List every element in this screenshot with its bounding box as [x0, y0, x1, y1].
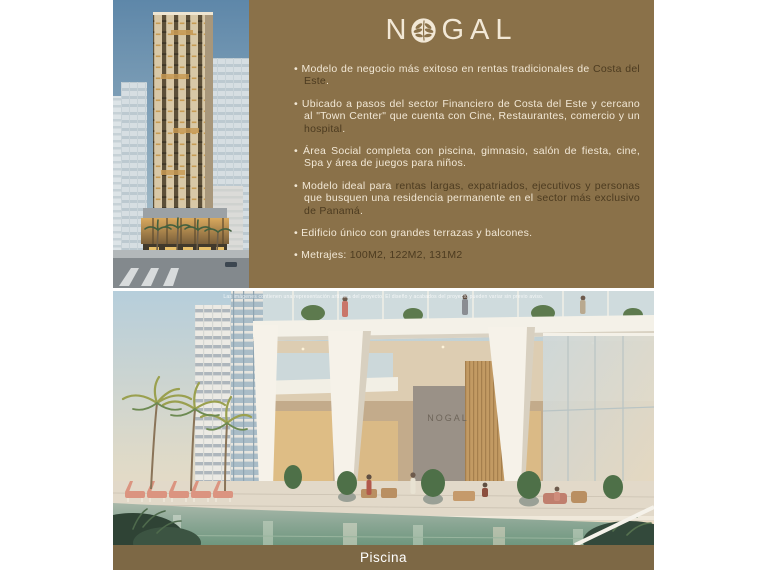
- bullet-text-accent: 100M2, 122M2, 131M2: [349, 249, 463, 262]
- tower-balcony-accent-3: [173, 128, 199, 133]
- bullet-marker: •: [294, 179, 302, 192]
- bullet-marker: •: [294, 227, 302, 240]
- podium-top-band: [143, 208, 227, 218]
- bullet-item: [294, 145, 640, 170]
- mid-balcony-glass: [263, 353, 393, 381]
- bullet-text: .: [342, 122, 346, 135]
- bullet-text: Edificio único con grandes terrazas y balcones.: [301, 227, 533, 240]
- bullet-text: Modelo de negocio más exitoso en rentas tradicionales de: [301, 63, 593, 75]
- tower-balcony-accent-4: [161, 170, 185, 175]
- bullet-text: Metrajes:: [301, 249, 350, 262]
- bullet-item: [294, 249, 640, 262]
- nogal-logo: [249, 13, 654, 47]
- tower-balcony-accent-2: [161, 74, 189, 79]
- bullet-text: Modelo ideal para: [302, 179, 396, 192]
- photo-caption-bar: [113, 545, 654, 570]
- bullet-text-accent: rentas largas, expatriados, ejecutivos y personas: [395, 179, 641, 192]
- tower-balcony-accent-1: [171, 30, 193, 35]
- bullet-marker: •: [294, 145, 303, 158]
- glass-pavilion-frame: [543, 333, 654, 336]
- bullet-list: [249, 63, 654, 262]
- bullet-text: que busquen una residencia permanente en el: [304, 192, 537, 205]
- bullet-marker: •: [294, 63, 302, 75]
- logo-letters-gal: GAL: [441, 13, 518, 46]
- bullet-text-accent: sector más exclusivo de Panamá: [304, 192, 641, 217]
- pool-scene: [113, 291, 654, 545]
- background-tower-white: [195, 305, 235, 491]
- tower-scene: [113, 0, 249, 288]
- bullet-item: [294, 63, 640, 88]
- main-tower-roofline: [153, 12, 213, 15]
- logo-letter-n: N: [385, 13, 409, 46]
- bullet-text: Área Social completa con piscina, gimnasio, salón de fiesta, cine, Spa y área de juegos para niños.: [302, 145, 640, 170]
- main-tower-front: [153, 14, 205, 214]
- bullet-text: .: [326, 75, 330, 88]
- sidewalk: [113, 250, 249, 258]
- parked-car: [225, 262, 237, 267]
- bullet-text: .: [359, 204, 364, 217]
- leaf-circle-icon: [410, 17, 437, 44]
- glass-pavilion: [543, 335, 654, 501]
- photo-disclaimer: Las imágenes contienen una representación artística del proyecto. El diseño y acabados del proyecto pueden variar sin previo aviso.: [223, 294, 544, 300]
- bullet-item: [294, 97, 641, 135]
- pool-photo-section: [113, 291, 654, 570]
- building-sign-text: NOGAL: [427, 413, 469, 423]
- bullet-marker: •: [294, 249, 302, 262]
- flyer-content: [113, 0, 654, 570]
- main-tower-side: [205, 14, 213, 214]
- bullet-text-accent: Costa del Este: [304, 63, 640, 88]
- info-panel: [249, 0, 654, 288]
- top-section: [113, 0, 654, 288]
- tower-render-image: [113, 0, 249, 288]
- bullet-text-accent: hospital: [304, 122, 343, 135]
- bullet-item: [294, 179, 641, 217]
- bullet-text: Ubicado a pasos del sector Financiero de Costa del Este y cercano al "Town Center" que cuenta con Cine, Restaurantes, comercio y un: [301, 97, 641, 123]
- bullet-marker: •: [294, 97, 302, 110]
- bullet-item: [294, 227, 640, 240]
- photo-caption-text: Piscina: [359, 550, 408, 565]
